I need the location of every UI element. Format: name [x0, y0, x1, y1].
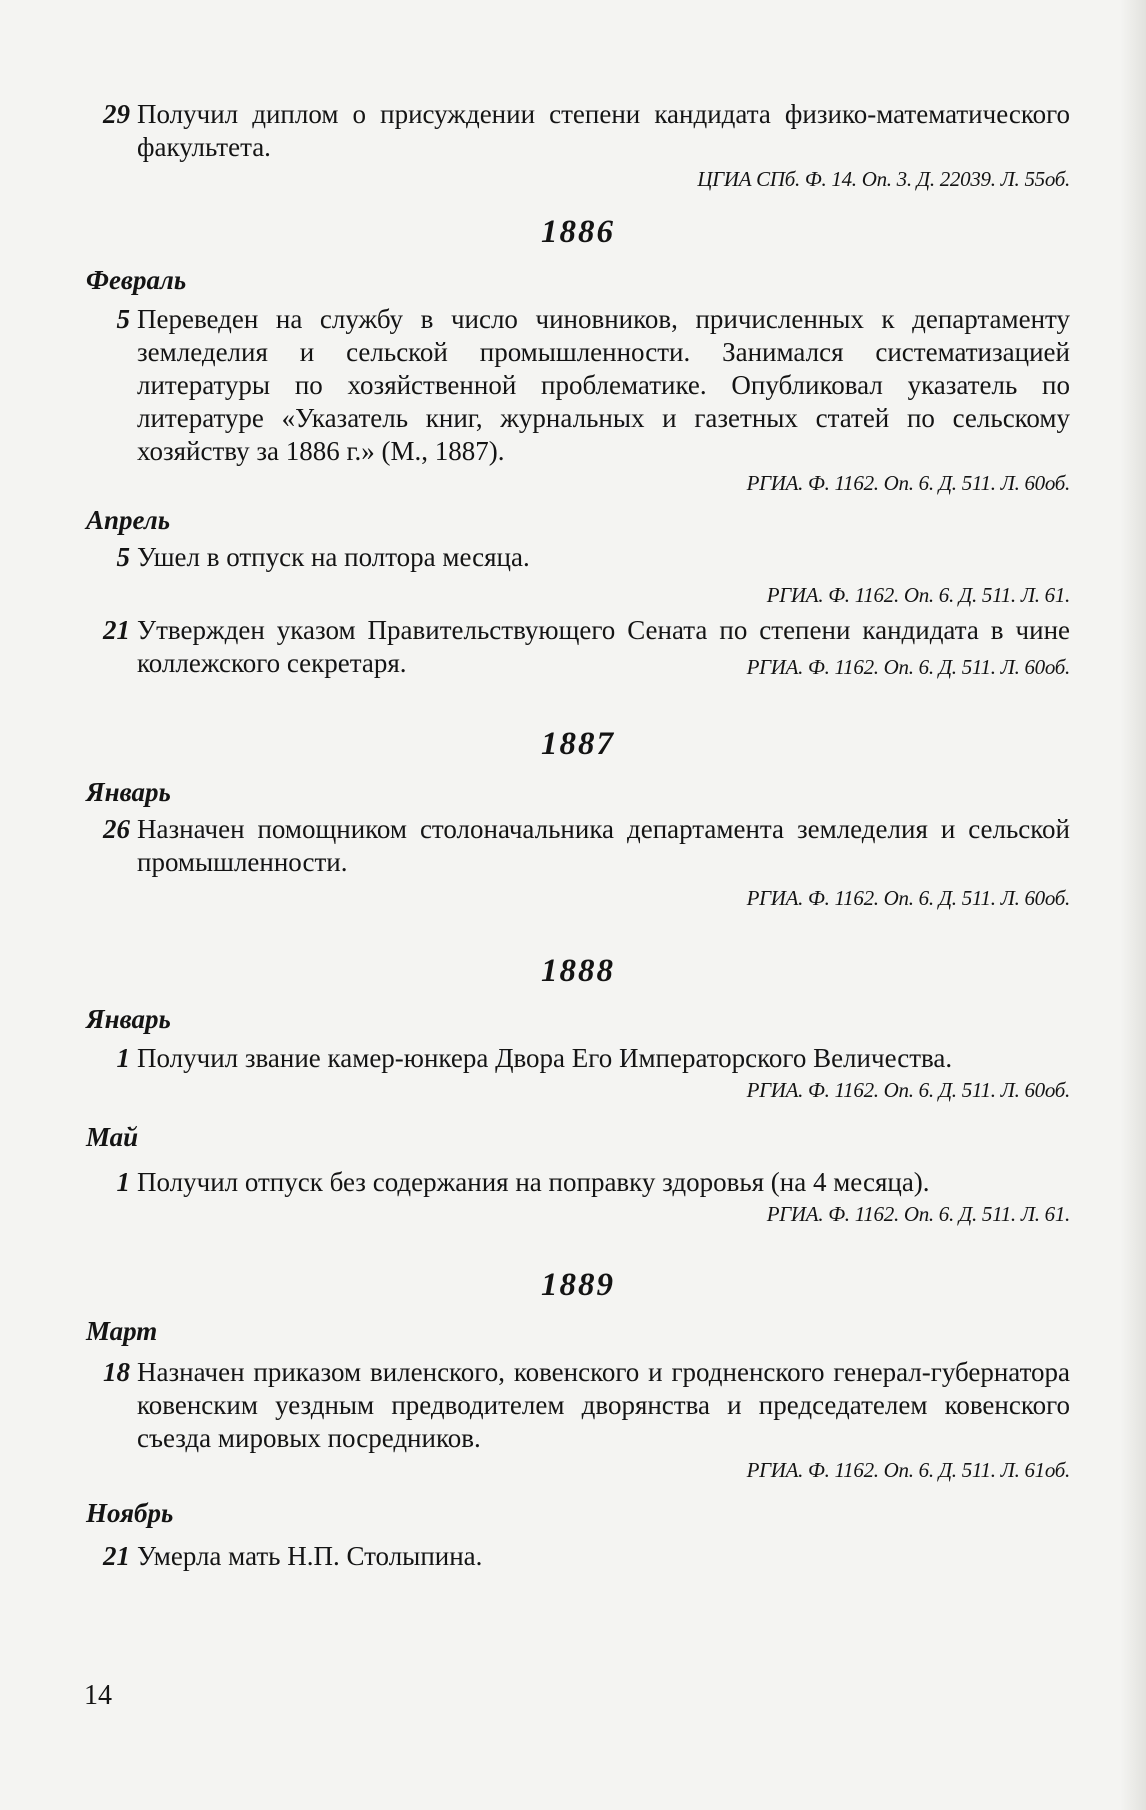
entry-day: 1 — [116, 1167, 130, 1197]
year-heading-1889: 1889 — [541, 1267, 615, 1303]
month-heading-march: Март — [86, 1316, 158, 1346]
entry-text: Получил отпуск без содержания на поправку здоровья (на 4 месяца). — [137, 1167, 930, 1197]
month-heading-november: Ноябрь — [86, 1498, 174, 1528]
year-heading-1888: 1888 — [541, 953, 615, 989]
archive-source: РГИА. Ф. 1162. Оп. 6. Д. 511. Л. 61об. — [746, 1458, 1070, 1482]
entry-day: 18 — [103, 1357, 130, 1387]
year-heading-1886: 1886 — [541, 214, 615, 250]
document-page — [86, 98, 1070, 1573]
entry-day: 26 — [103, 814, 130, 844]
entry-text: Ушел в отпуск на полтора месяца. — [137, 542, 530, 572]
archive-source: РГИА. Ф. 1162. Оп. 6. Д. 511. Л. 61. — [766, 1202, 1070, 1226]
entry-1-january — [86, 1042, 1070, 1075]
month-heading-may: Май — [86, 1122, 139, 1152]
entry-text: Получил диплом о присуждении степени кандидата физико-математического факультета. — [137, 99, 1070, 162]
archive-source: РГИА. Ф. 1162. Оп. 6. Д. 511. Л. 60об. — [746, 471, 1070, 495]
page-edge-shadow — [1120, 0, 1146, 1810]
entry-5-april — [86, 541, 1070, 574]
entry-text: Умерла мать Н.П. Столыпина. — [137, 1541, 483, 1571]
entry-day: 5 — [116, 304, 130, 334]
entry-text: Переведен на службу в число чиновников, причисленных к департаменту земледелия и сельской промышленности. Занимался систематизацией литературы по хозяйственной проблематике. Опубликовал указатель по литературе «Указатель книг, журнальных и газетных статей по сельскому хозяйству за 1886 г.» (М., 1887). — [137, 304, 1070, 466]
entry-day: 5 — [116, 542, 130, 572]
entry-day: 1 — [116, 1043, 130, 1073]
month-heading-january: Январь — [86, 777, 171, 807]
page-number: 14 — [84, 1680, 112, 1711]
entry-18-march — [86, 1356, 1070, 1455]
entry-text: Получил звание камер-юнкера Двора Его Императорского Величества. — [137, 1043, 953, 1073]
entry-day: 29 — [103, 99, 130, 129]
archive-source: ЦГИА СПб. Ф. 14. Оп. 3. Д. 22039. Л. 55об. — [697, 167, 1070, 191]
entry-5-february — [86, 303, 1070, 468]
archive-source: РГИА. Ф. 1162. Оп. 6. Д. 511. Л. 60об. — [746, 1078, 1070, 1102]
archive-source: РГИА. Ф. 1162. Оп. 6. Д. 511. Л. 60об. — [746, 655, 1070, 679]
entry-text: Утвержден указом Правительствующего Сената по степени кандидата в чине коллежского секретаря. — [137, 615, 1070, 678]
entry-text: Назначен помощником столоначальника департамента земледелия и сельской промышленности. — [137, 814, 1070, 877]
entry-1-may — [86, 1166, 1070, 1199]
month-heading-april: Апрель — [86, 505, 171, 535]
entry-21-november — [86, 1540, 1070, 1573]
entry-day: 21 — [103, 1541, 130, 1571]
entry-text: Назначен приказом виленского, ковенского и гродненского генерал-губернатора ковенским уездным предводителем дворянства и председателем ковенского съезда мировых посредников. — [137, 1357, 1070, 1453]
archive-source: РГИА. Ф. 1162. Оп. 6. Д. 511. Л. 60об. — [746, 886, 1070, 910]
archive-source: РГИА. Ф. 1162. Оп. 6. Д. 511. Л. 61. — [766, 583, 1070, 607]
month-heading-february: Февраль — [86, 265, 187, 295]
month-heading-january: Январь — [86, 1004, 171, 1034]
entry-26-january — [86, 813, 1070, 879]
entry-day: 21 — [103, 615, 130, 645]
year-heading-1887: 1887 — [541, 726, 615, 762]
entry-29-diploma — [86, 98, 1070, 164]
